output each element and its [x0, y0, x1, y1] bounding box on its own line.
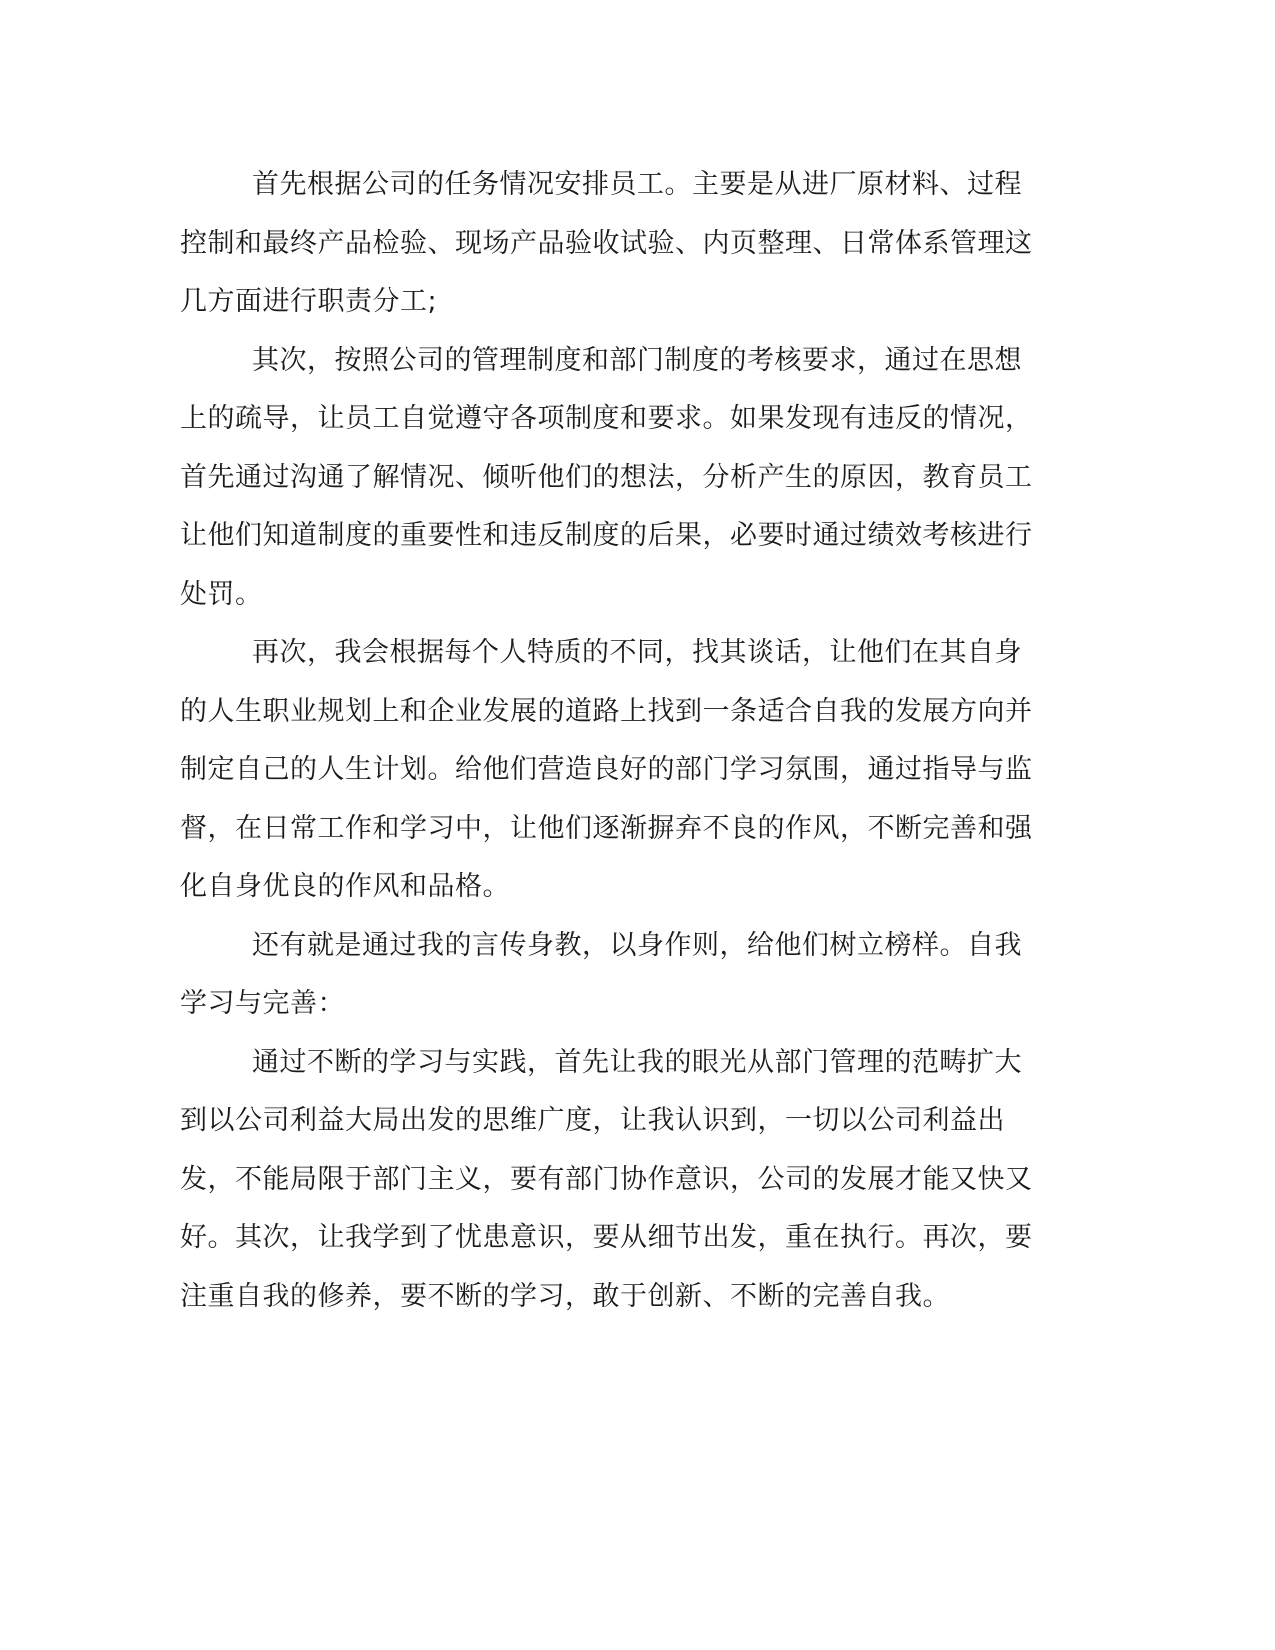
paragraph-career-planning: 再次，我会根据每个人特质的不同，找其谈话，让他们在其自身的人生职业规划上和企业发展的道路上找到一条适合自我的发展方向并制定自己的人生计划。给他们营造良好的部门学习氛围，通过指导与监督，在日常工作和学习中，让他们逐渐摒弃不良的作风，不断完善和强化自身优良的作风和品格。 — [180, 637, 1033, 902]
paragraph-management-system: 其次，按照公司的管理制度和部门制度的考核要求，通过在思想上的疏导，让员工自觉遵守各项制度和要求。如果发现有违反的情况，首先通过沟通了解情况、倾听他们的想法，分析产生的原因，教育员工让他们知道制度的重要性和违反制度的后果，必要时通过绩效考核进行处罚。 — [180, 344, 1033, 610]
paragraph-self-improvement: 通过不断的学习与实践，首先让我的眼光从部门管理的范畴扩大到以公司利益大局出发的思维广度，让我认识到，一切以公司利益出发，不能局限于部门主义，要有部门协作意识，公司的发展才能又快又好。其次，让我学到了忧患意识，要从细节出发，重在执行。再次，要注重自我的修养，要不断的学习，敢于创新、不断的完善自我。 — [180, 1046, 1033, 1312]
paragraph-lead-by-example: 还有就是通过我的言传身教，以身作则，给他们树立榜样。自我学习与完善： — [180, 929, 1022, 1019]
document-body — [180, 156, 1040, 1326]
paragraph-task-assignment: 首先根据公司的任务情况安排员工。主要是从进厂原材料、过程控制和最终产品检验、现场产品验收试验、内页整理、日常体系管理这几方面进行职责分工; — [180, 169, 1033, 317]
